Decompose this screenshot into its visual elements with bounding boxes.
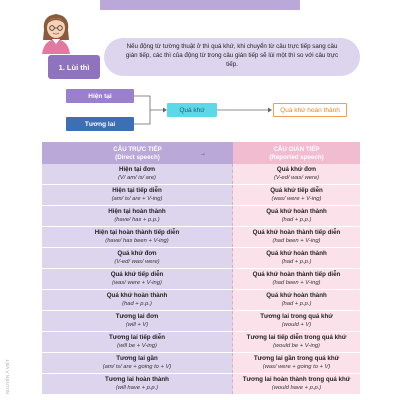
direct-form: (was/ were + V-ing) [112, 280, 162, 286]
teacher-illustration-icon [36, 10, 76, 54]
direct-cell [42, 332, 233, 352]
reported-form: (had been + V-ing) [272, 238, 321, 244]
direct-form: (have/ has been + V-ing) [105, 238, 169, 244]
direct-form: (am/ is/ are + V-ing) [111, 196, 163, 202]
reported-tense: Quá khứ hoàn thành [266, 208, 327, 215]
header-arrow-icon: → [200, 151, 206, 157]
direct-tense: Quá khứ hoàn thành [106, 292, 168, 299]
direct-form: (V-ed/ was/ were) [114, 259, 160, 265]
side-watermark: NGUYỄN Ả VIỆT [5, 359, 10, 394]
reported-tense: Quá khứ hoàn thành tiếp diễn [252, 271, 341, 278]
direct-form: (will have + p.p.) [115, 385, 159, 391]
direct-tense: Tương lai hoàn thành [105, 376, 169, 383]
header-banner [100, 0, 300, 10]
reported-form: (would be + V-ing) [273, 343, 320, 349]
direct-form: (am/ is/ are + going to + V) [102, 364, 172, 370]
direct-form: (had + p.p.) [122, 301, 152, 307]
flow-present: Hiện tại [66, 89, 134, 103]
table-row [42, 227, 360, 248]
reported-form: (had + p.p.) [281, 301, 312, 307]
table-row [42, 311, 360, 332]
flow-future: Tương lai [66, 117, 134, 131]
reported-tense: Quá khứ tiếp diễn [270, 187, 323, 194]
reported-tense: Quá khứ hoàn thành [266, 250, 327, 257]
reported-cell [233, 206, 360, 226]
tense-backshift-table [42, 142, 360, 395]
direct-tense: Tương lai gần [116, 355, 158, 362]
direct-tense: Tương lai tiếp diễn [109, 334, 165, 341]
reported-form: (V-ed/ was/ were) [273, 175, 320, 181]
direct-cell [42, 374, 233, 394]
reported-cell [233, 185, 360, 205]
tense-flow-diagram [0, 84, 400, 140]
table-row [42, 269, 360, 290]
intro-bubble: Nếu động từ tường thuật ở thì quá khứ, khi chuyển từ câu trực tiếp sang câu gián tiếp, các thì của động từ trong câu gián tiếp sẽ lùi một thì so với câu trực tiếp. [104, 38, 360, 76]
direct-cell [42, 227, 233, 247]
direct-cell [42, 290, 233, 310]
reported-cell [233, 374, 360, 394]
reported-form: (was/ were + going to + V) [262, 364, 331, 370]
direct-tense: Tương lai đơn [115, 313, 159, 320]
direct-cell [42, 185, 233, 205]
direct-tense: Hiện tại hoàn thành [108, 208, 166, 215]
table-row [42, 248, 360, 269]
direct-form: (will be + V-ing) [117, 343, 157, 349]
direct-form: (will + V) [125, 322, 149, 328]
table-row [42, 206, 360, 227]
reported-cell [233, 269, 360, 289]
direct-form: (have/ has + p.p.) [114, 217, 160, 223]
direct-tense: Hiện tại đơn [118, 166, 156, 173]
reported-form: (would + V) [281, 322, 312, 328]
table-row [42, 185, 360, 206]
reported-tense: Quá khứ hoàn thành [266, 292, 327, 299]
reported-cell [233, 227, 360, 247]
direct-cell [42, 164, 233, 184]
table-row [42, 353, 360, 374]
flow-past: Quá khứ [167, 103, 217, 117]
reported-cell [233, 290, 360, 310]
table-row [42, 164, 360, 185]
reported-cell [233, 311, 360, 331]
reported-form: (would have + p.p.) [271, 385, 322, 391]
section-label: 1. Lùi thì [48, 55, 100, 79]
direct-tense: Hiện tại hoàn thành tiếp diễn [94, 229, 180, 236]
reported-tense: Tương lai trong quá khứ [260, 313, 333, 320]
reported-cell [233, 164, 360, 184]
reported-form: (was/ were + V-ing) [271, 196, 322, 202]
direct-title: CÂU TRỰC TIẾP [113, 146, 162, 153]
reported-cell [233, 332, 360, 352]
direct-subtitle: (Direct speech) [115, 153, 160, 161]
direct-cell [42, 353, 233, 373]
table-row [42, 290, 360, 311]
reported-cell [233, 248, 360, 268]
reported-cell [233, 353, 360, 373]
direct-cell [42, 206, 233, 226]
direct-tense: Quá khứ tiếp diễn [110, 271, 164, 278]
reported-form: (had been + V-ing) [272, 280, 321, 286]
arrow-icon [268, 108, 272, 113]
table-body [42, 164, 360, 395]
reported-tense: Quá khứ hoàn thành tiếp diễn [252, 229, 341, 236]
direct-tense: Quá khứ đơn [117, 250, 157, 257]
flow-past-perfect: Quá khứ hoàn thành [273, 103, 347, 117]
table-row [42, 332, 360, 353]
direct-cell [42, 269, 233, 289]
table-row [42, 374, 360, 395]
reported-tense: Quá khứ đơn [276, 166, 317, 173]
reported-subtitle: (Reported speech) [269, 153, 324, 161]
reported-title: CÂU GIÁN TIẾP [273, 146, 320, 153]
direct-cell [42, 311, 233, 331]
reported-tense: Tương lai gần trong quá khứ [253, 355, 340, 362]
reported-speech-header [233, 142, 360, 164]
reported-tense: Tương lai tiếp diễn trong quá khứ [246, 334, 347, 341]
direct-tense: Hiện tại tiếp diễn [112, 187, 162, 194]
reported-form: (had + p.p.) [281, 259, 312, 265]
direct-cell [42, 248, 233, 268]
direct-form: (V/ am/ is/ are) [117, 175, 156, 181]
reported-form: (had + p.p.) [281, 217, 312, 223]
reported-tense: Tương lai hoàn thành trong quá khứ [242, 376, 351, 383]
